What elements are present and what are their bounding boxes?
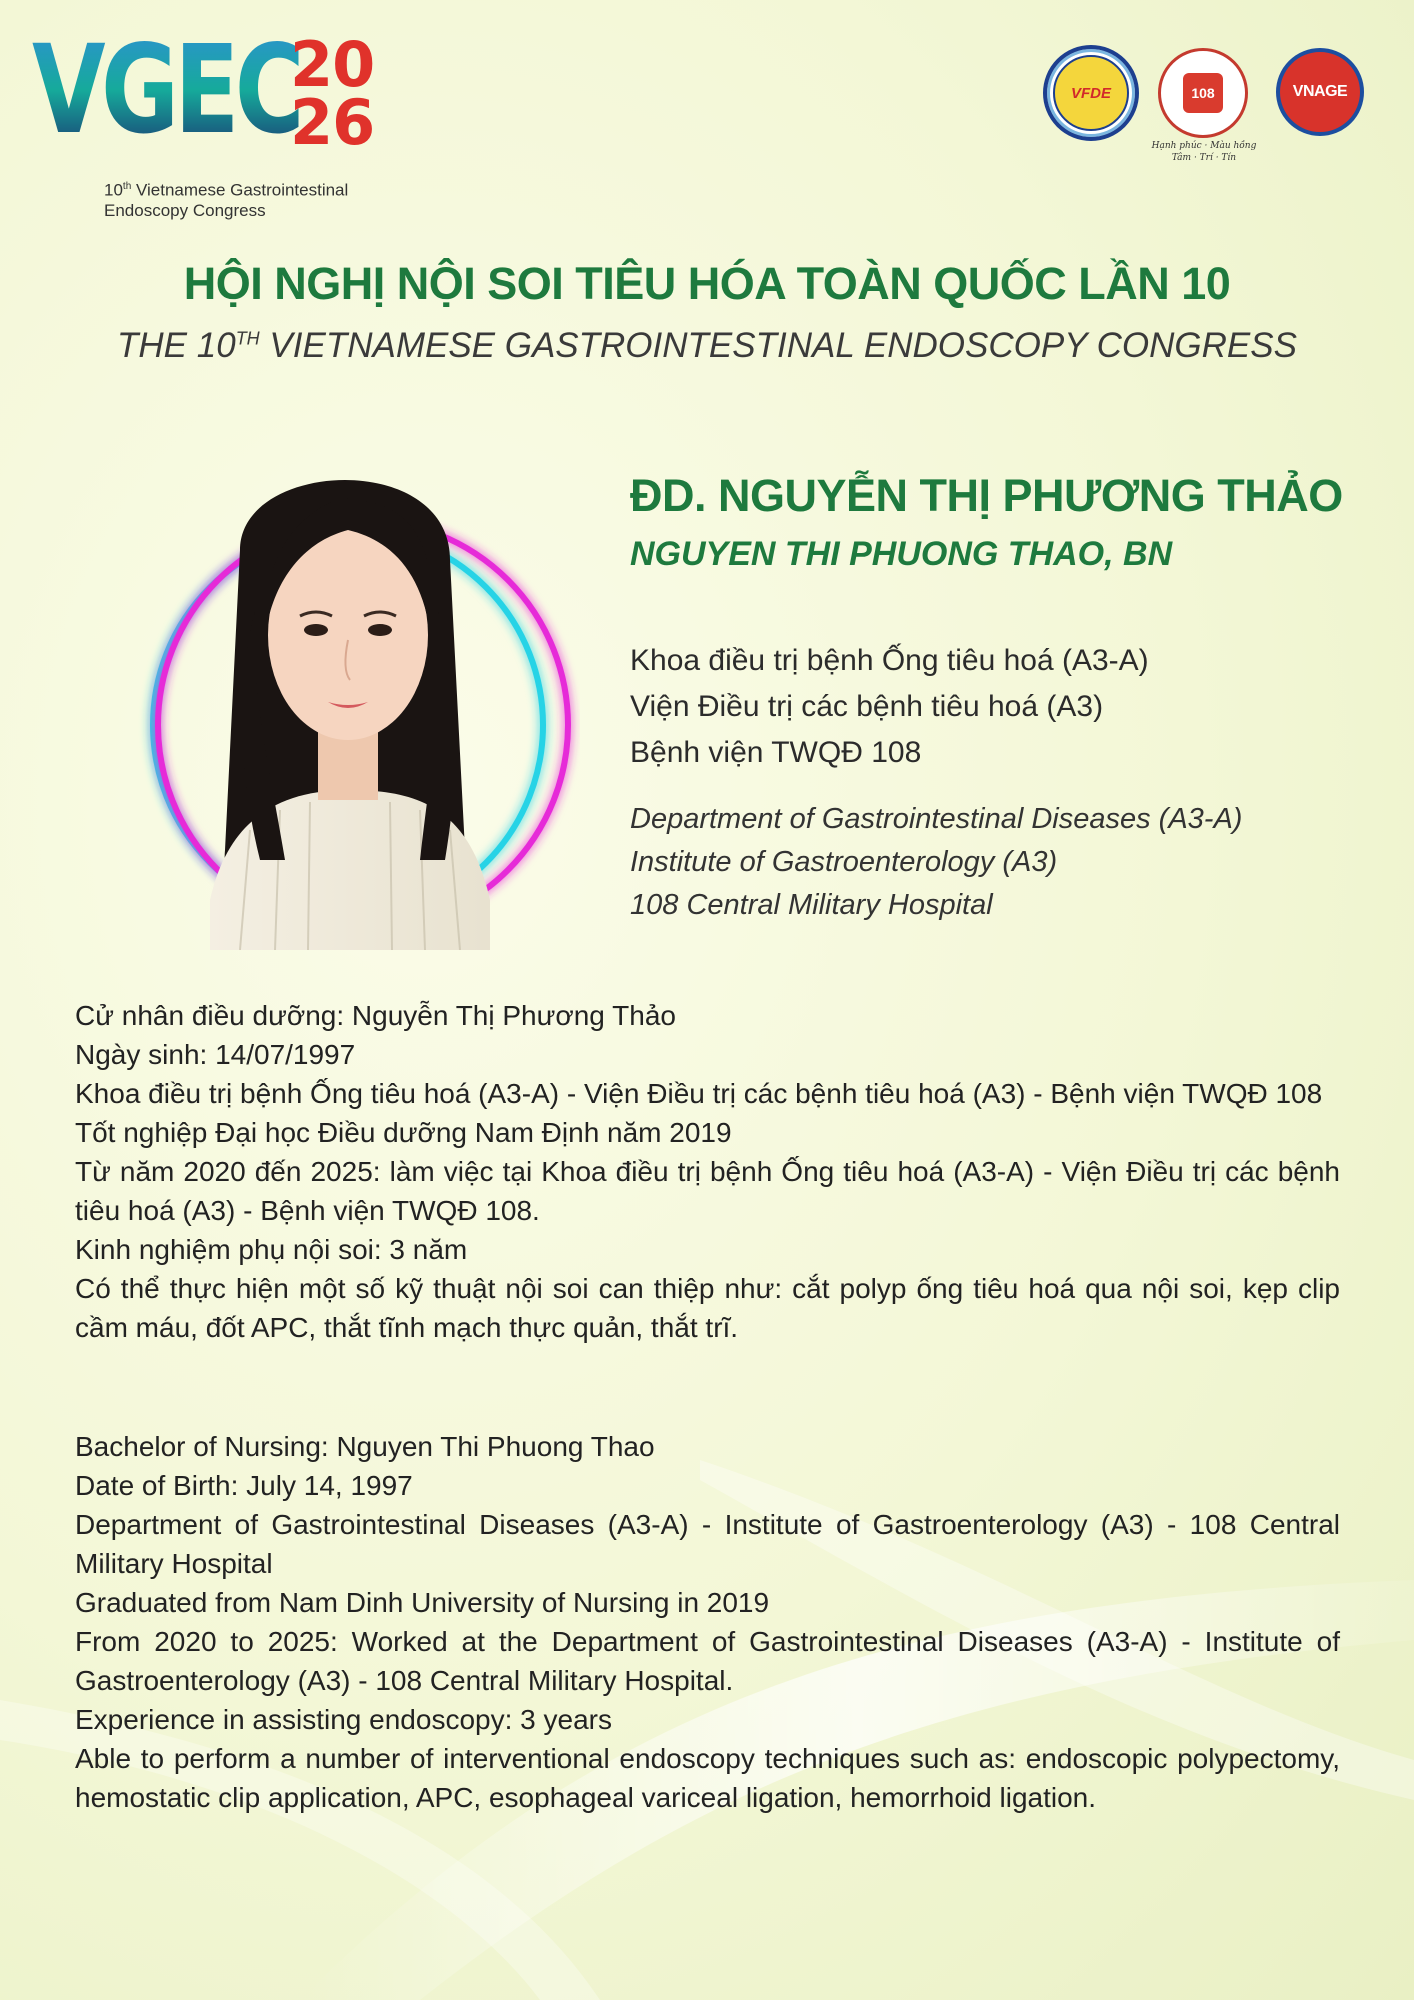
vfde-logo: VFDE	[1043, 45, 1139, 141]
logo-wordmark: VGEC	[32, 19, 300, 161]
bio-en-line: Date of Birth: July 14, 1997	[75, 1470, 413, 1501]
bio-en-line: Department of Gastrointestinal Diseases (A3-A) - Institute of Gastroenterology (A3) - 108 Central Military Hospital	[75, 1509, 1340, 1579]
bio-vi-line: Khoa điều trị bệnh Ống tiêu hoá (A3-A) - Viện Điều trị các bệnh tiêu hoá (A3) - Bệnh viện TWQĐ 108	[75, 1078, 1323, 1109]
affiliation-vi-line: Viện Điều trị các bệnh tiêu hoá (A3)	[630, 690, 1104, 723]
vgec-logo	[32, 19, 412, 225]
bio-en-line: Bachelor of Nursing: Nguyen Thi Phuong Thao	[75, 1431, 655, 1462]
logo-subtitle: 10th Vietnamese Gastrointestinal Endoscopy Congress	[104, 180, 349, 220]
affiliation-en-line: 108 Central Military Hospital	[630, 889, 993, 921]
bio-vi-line: Từ năm 2020 đến 2025: làm việc tại Khoa điều trị bệnh Ống tiêu hoá (A3-A) - Viện Điều trị các bệnh tiêu hoá (A3) - Bệnh viện TWQĐ 108.	[75, 1156, 1340, 1226]
bio-vi-line: Cử nhân điều dưỡng: Nguyễn Thị Phương Thảo	[75, 1000, 676, 1031]
affiliation-vi-line: Bệnh viện TWQĐ 108	[630, 736, 922, 769]
speaker-portrait	[120, 430, 580, 950]
bio-en-line: Experience in assisting endoscopy: 3 years	[75, 1704, 612, 1735]
bio-vi-line: Có thể thực hiện một số kỹ thuật nội soi can thiệp như: cắt polyp ống tiêu hoá qua nội soi, kẹp clip cầm máu, đốt APC, thắt tĩnh mạch thực quản, thắt trĩ.	[75, 1273, 1340, 1343]
bio-en-line: Graduated from Nam Dinh University of Nursing in 2019	[75, 1587, 770, 1618]
bio-vi-line: Kinh nghiệm phụ nội soi: 3 năm	[75, 1234, 468, 1265]
bio-en-line: From 2020 to 2025: Worked at the Department of Gastrointestinal Diseases (A3-A) - Institute of Gastroenterology (A3) - 108 Central Military Hospital.	[75, 1626, 1340, 1696]
bio-vi	[75, 996, 1340, 1347]
bio-vi-line: Ngày sinh: 14/07/1997	[75, 1039, 356, 1070]
hospital-108-logo: 108	[1158, 48, 1248, 138]
logo-year: 20 26	[290, 28, 375, 159]
vnage-logo: VNAGE	[1276, 48, 1364, 136]
bio-en	[75, 1427, 1340, 1817]
congress-title-vi: HỘI NGHỊ NỘI SOI TIÊU HÓA TOÀN QUỐC LẦN 10	[183, 258, 1231, 309]
affiliation-vi	[630, 638, 1149, 776]
bio-en-line: Able to perform a number of interventional endoscopy techniques such as: endoscopic polypectomy, hemostatic clip application, APC, esophageal variceal ligation, hemorrhoid ligation.	[75, 1743, 1340, 1813]
bio-vi-line: Tốt nghiệp Đại học Điều dưỡng Nam Định năm 2019	[75, 1117, 732, 1148]
affiliation-en	[630, 798, 1242, 927]
affiliation-en-line: Department of Gastrointestinal Diseases (A3-A)	[630, 803, 1243, 835]
hospital-108-motto: Hạnh phúc · Màu hồng Tâm · Trí · Tín	[1151, 141, 1257, 163]
speaker-name-vi: ĐD. NGUYỄN THỊ PHƯƠNG THẢO	[630, 470, 1343, 521]
affiliation-en-line: Institute of Gastroenterology (A3)	[630, 846, 1058, 878]
speaker-name-en: NGUYEN THI PHUONG THAO, BN	[630, 535, 1173, 573]
congress-title-en: THE 10TH VIETNAMESE GASTROINTESTINAL ENDOSCOPY CONGRESS	[117, 326, 1297, 365]
affiliation-vi-line: Khoa điều trị bệnh Ống tiêu hoá (A3-A)	[630, 644, 1149, 677]
